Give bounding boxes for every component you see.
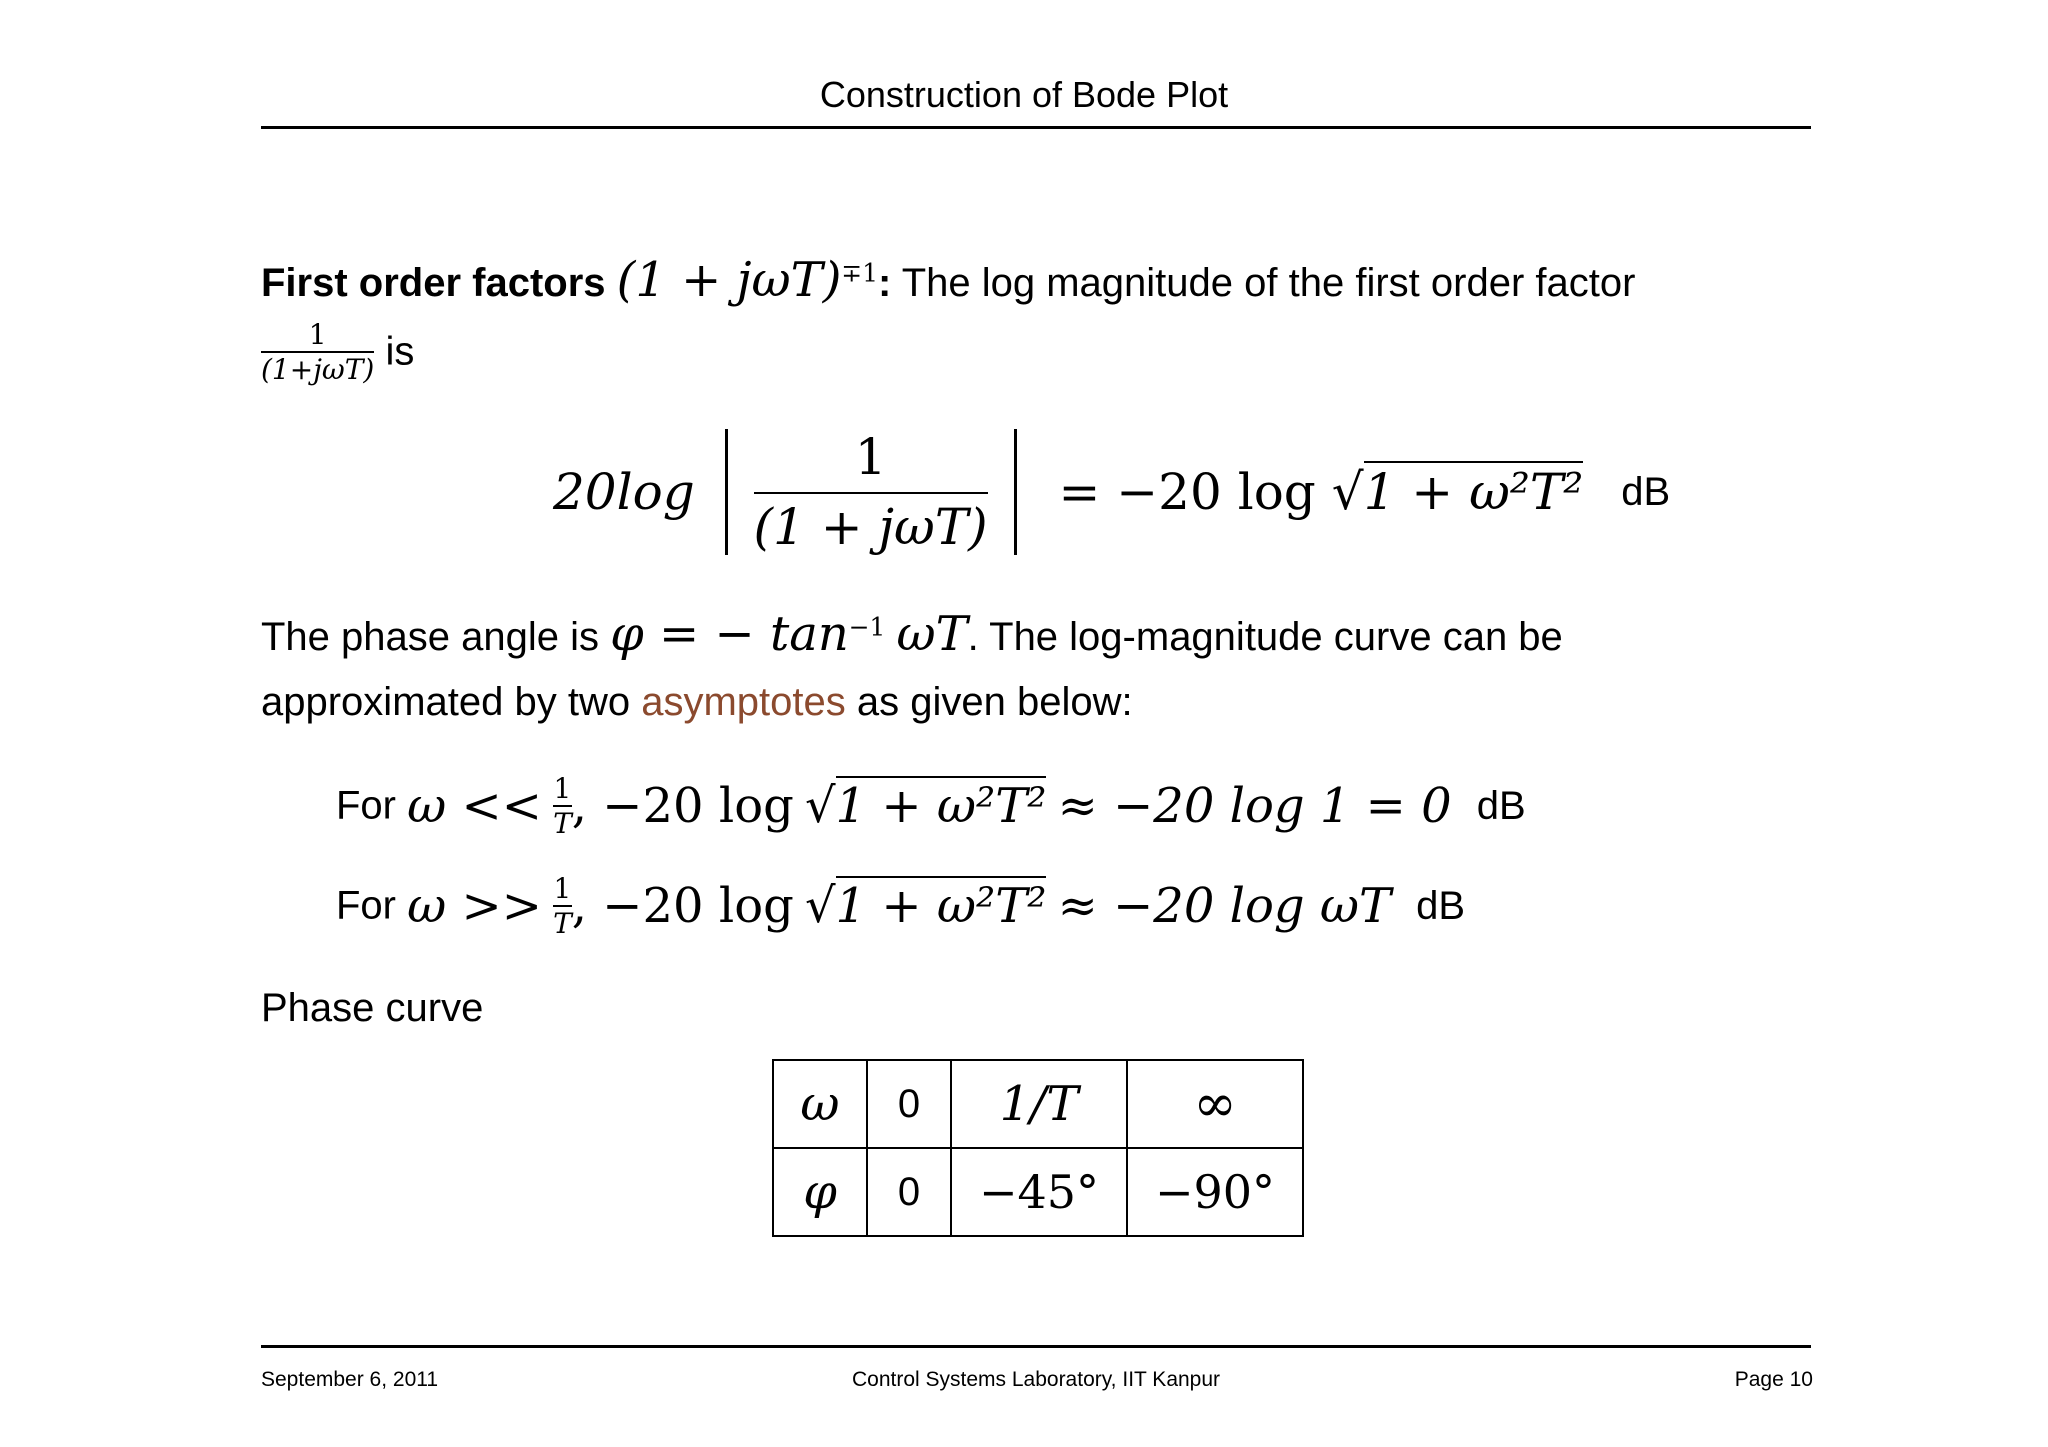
asymptote-low-approx: ≈ −20 log 1 = 0 — [1057, 778, 1452, 834]
table-cell: −90° — [1127, 1148, 1303, 1236]
intro-factor: (1 + jωT) — [616, 252, 842, 308]
abs-bar-right — [1014, 429, 1017, 555]
table-cell-omega: ω — [773, 1060, 867, 1148]
equation-lhs: 20log — [553, 463, 695, 521]
phase-curve-heading: Phase curve — [261, 986, 484, 1030]
phase-angle-line — [261, 606, 1563, 662]
asymptote-high-for: For — [336, 883, 396, 928]
equation-fraction-den: (1 + jωT) — [753, 498, 988, 556]
intro-fraction-den: (1+jωT) — [261, 353, 375, 386]
header-rule — [261, 126, 1811, 129]
intro-is: is — [385, 329, 415, 374]
asymptote-high-expr: , −20 log — [571, 878, 794, 934]
intro-colon: : — [877, 261, 892, 305]
intro-factor-exponent: ∓1 — [841, 258, 878, 288]
asymptotes-highlight: asymptotes — [641, 680, 846, 724]
table-cell: 0 — [867, 1060, 951, 1148]
table-cell: 0 — [867, 1148, 951, 1236]
equation-rhs: = −20 log — [1058, 463, 1316, 521]
asymptote-low-expr: , −20 log — [571, 778, 794, 834]
intro-fraction-num: 1 — [261, 318, 374, 353]
page-title: Construction of Bode Plot — [819, 74, 1229, 115]
sqrt-symbol: √ — [1331, 463, 1364, 521]
asymptote-low-cond: ω << — [407, 778, 542, 834]
table-row — [773, 1148, 1303, 1236]
footer-rule — [261, 1345, 1811, 1348]
asymptote-low — [336, 772, 1526, 840]
intro-line — [261, 252, 1635, 308]
phase-prefix: The phase angle is — [261, 615, 600, 659]
asymptote-high-fraction — [553, 872, 572, 940]
equation-fraction-num: 1 — [754, 428, 988, 494]
asymptote-low-fraction-den: T — [553, 807, 572, 840]
asymptote-intro-line — [261, 680, 1133, 725]
asymptote-intro-suffix: as given below: — [856, 680, 1133, 724]
asymptote-low-for: For — [336, 783, 396, 828]
asymptote-low-fraction-num: 1 — [553, 772, 572, 805]
asymptote-intro-prefix: approximated by two — [261, 680, 631, 724]
asymptote-high-fraction-num: 1 — [553, 872, 572, 905]
footer-org: Control Systems Laboratory, IIT Kanpur — [851, 1368, 1221, 1391]
asymptote-high-unit: dB — [1416, 883, 1466, 928]
table-cell: ∞ — [1127, 1060, 1303, 1148]
table-cell: 1/T — [951, 1060, 1127, 1148]
phase-formula: φ = − tan — [610, 606, 849, 662]
table-row — [773, 1060, 1303, 1148]
asymptote-low-sqrt: 1 + ω²T² — [835, 778, 1047, 834]
equation-fraction — [754, 428, 988, 556]
intro-line-2 — [261, 318, 414, 386]
phase-formula-tail: ωT — [896, 606, 968, 662]
phase-table — [772, 1059, 1304, 1237]
footer-page: Page 10 — [1734, 1368, 1813, 1391]
asymptote-low-unit: dB — [1476, 783, 1526, 828]
intro-label: First order factors — [261, 261, 606, 305]
sqrt-symbol: √ — [804, 778, 836, 834]
intro-text: The log magnitude of the first order factor — [901, 261, 1636, 305]
phase-suffix: . The log-magnitude curve can be — [967, 615, 1563, 659]
table-cell: −45° — [951, 1148, 1127, 1236]
equation-unit: dB — [1621, 469, 1671, 514]
asymptote-high-fraction-den: T — [553, 907, 572, 940]
sqrt-symbol: √ — [804, 878, 836, 934]
asymptote-high — [336, 872, 1465, 940]
asymptote-low-fraction — [553, 772, 572, 840]
phase-exponent: −1 — [848, 612, 886, 642]
abs-bar-left — [725, 429, 728, 555]
asymptote-high-sqrt: 1 + ω²T² — [835, 878, 1047, 934]
magnitude-equation — [553, 428, 1670, 556]
table-cell-phi: φ — [773, 1148, 867, 1236]
footer-date: September 6, 2011 — [261, 1368, 439, 1391]
asymptote-high-approx: ≈ −20 log ωT — [1057, 878, 1392, 934]
asymptote-high-cond: ω >> — [407, 878, 542, 934]
intro-fraction — [261, 318, 374, 386]
sqrt-content: 1 + ω²T² — [1363, 463, 1584, 521]
